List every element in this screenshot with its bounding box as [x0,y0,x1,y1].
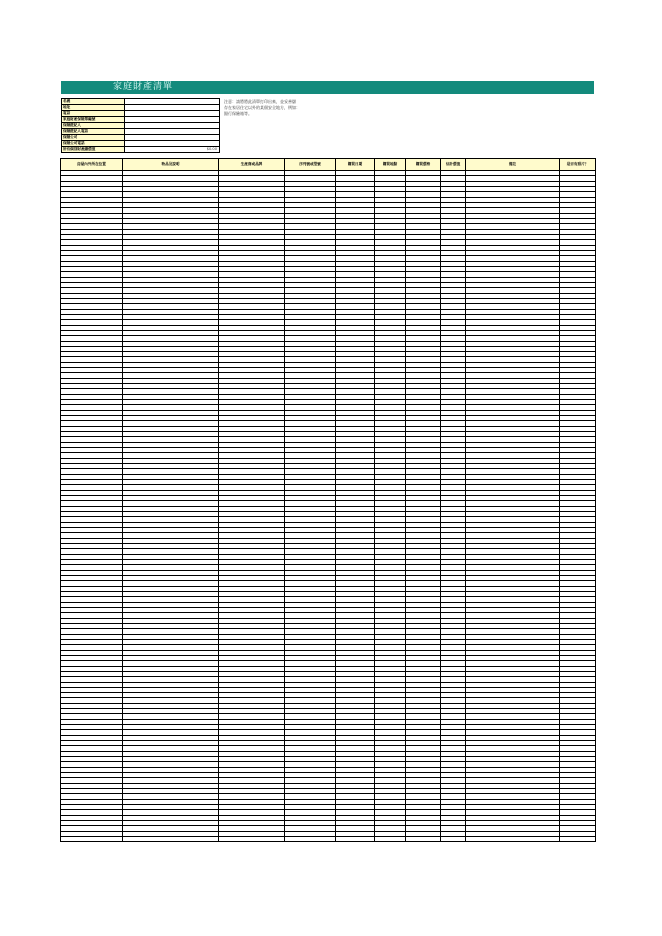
table-cell[interactable] [285,837,336,842]
table-cell[interactable] [375,837,406,842]
info-value: $0.00 [206,147,217,151]
title-banner [61,81,594,94]
column-header: 估計價值 [441,159,466,171]
table-cell[interactable] [336,837,375,842]
column-header: 備註 [466,159,560,171]
info-label: 家庭財產保險單編號 [62,117,125,123]
info-value-field[interactable] [125,147,220,153]
info-label: 保險公司電話 [62,141,125,147]
inventory-table [60,158,596,842]
column-header: 物品及說明 [123,159,219,171]
column-header: 購買地點 [375,159,406,171]
table-cell[interactable] [123,837,219,842]
note-line: 注意：請將將此清單打印出來，並妥善儲 [224,99,296,104]
info-label: 地址 [62,105,125,111]
table-row [61,837,596,842]
column-header: 購買價格 [406,159,441,171]
info-row [62,147,220,153]
info-label: 名義 [62,99,125,105]
table-cell[interactable] [406,837,441,842]
info-label: 所有個別財產總價值 [62,147,125,153]
info-label: 保險經紀人 [62,123,125,129]
policy-info-table [61,98,220,153]
info-label: 電話 [62,111,125,117]
table-cell[interactable] [560,837,596,842]
table-cell[interactable] [219,837,285,842]
info-label: 保險公司 [62,135,125,141]
column-header: 購買日期 [336,159,375,171]
column-header: 是否有照片？ [560,159,596,171]
table-cell[interactable] [61,837,123,842]
page-title: 家庭財產清單 [113,82,174,92]
notes-block [224,99,424,117]
table-cell[interactable] [466,837,560,842]
table-header-row [61,159,596,171]
table-cell[interactable] [441,837,466,842]
column-header: 房屋內外所在位置 [61,159,123,171]
info-label: 保險經紀人電話 [62,129,125,135]
note-line: 銀行保險箱等。 [224,111,252,116]
column-header: 生產商或品牌 [219,159,285,171]
note-line: 存在家居住宅以外的某個安全地方，例如： [224,105,300,110]
column-header: 序列號或型號 [285,159,336,171]
